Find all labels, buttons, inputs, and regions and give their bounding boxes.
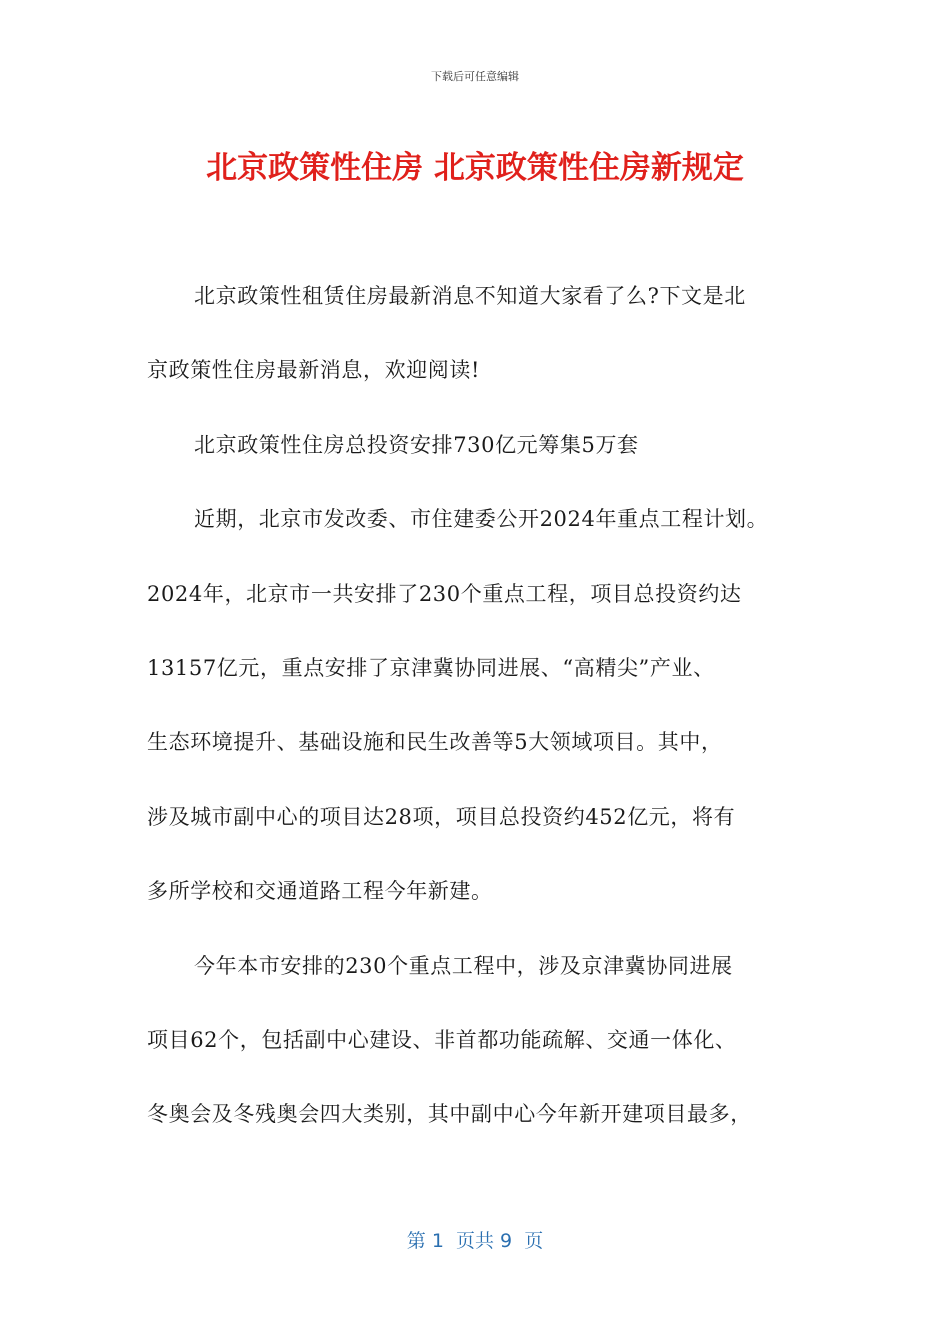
paragraph-line: 北京政策性住房总投资安排730亿元筹集5万套 (194, 432, 639, 457)
paragraph-line: 涉及城市副中心的项目达28项，项目总投资约452亿元，将有 (147, 804, 736, 829)
header-note: 下载后可任意编辑 (431, 70, 519, 83)
paragraph-line: 2024年，北京市一共安排了230个重点工程，项目总投资约达 (147, 581, 742, 606)
paragraph-line: 北京政策性租赁住房最新消息不知道大家看了么?下文是北 (194, 284, 746, 308)
paragraph-line: 近期，北京市发改委、市住建委公开2024年重点工程计划。 (194, 507, 769, 532)
paragraph-line: 项目62个，包括副中心建设、非首都功能疏解、交通一体化、 (147, 1027, 737, 1052)
paragraph-line: 生态环境提升、基础设施和民生改善等5大领域项目。其中， (147, 730, 723, 755)
paragraph-line: 13157亿元，重点安排了京津冀协同进展、“高精尖”产业、 (147, 655, 715, 680)
paragraph-line: 京政策性住房最新消息，欢迎阅读! (147, 358, 481, 383)
paragraph-line: 今年本市安排的230个重点工程中，涉及京津冀协同进展 (194, 953, 733, 978)
paragraph-line: 冬奥会及冬残奥会四大类别，其中副中心今年新开建项目最多， (147, 1102, 752, 1127)
paragraph-line: 多所学校和交通道路工程今年新建。 (147, 879, 493, 904)
document-body (147, 276, 807, 1169)
page-number-footer: 第 1 页共 9 页 (406, 1230, 544, 1252)
document-title: 北京政策性住房 北京政策性住房新规定 (206, 150, 744, 186)
